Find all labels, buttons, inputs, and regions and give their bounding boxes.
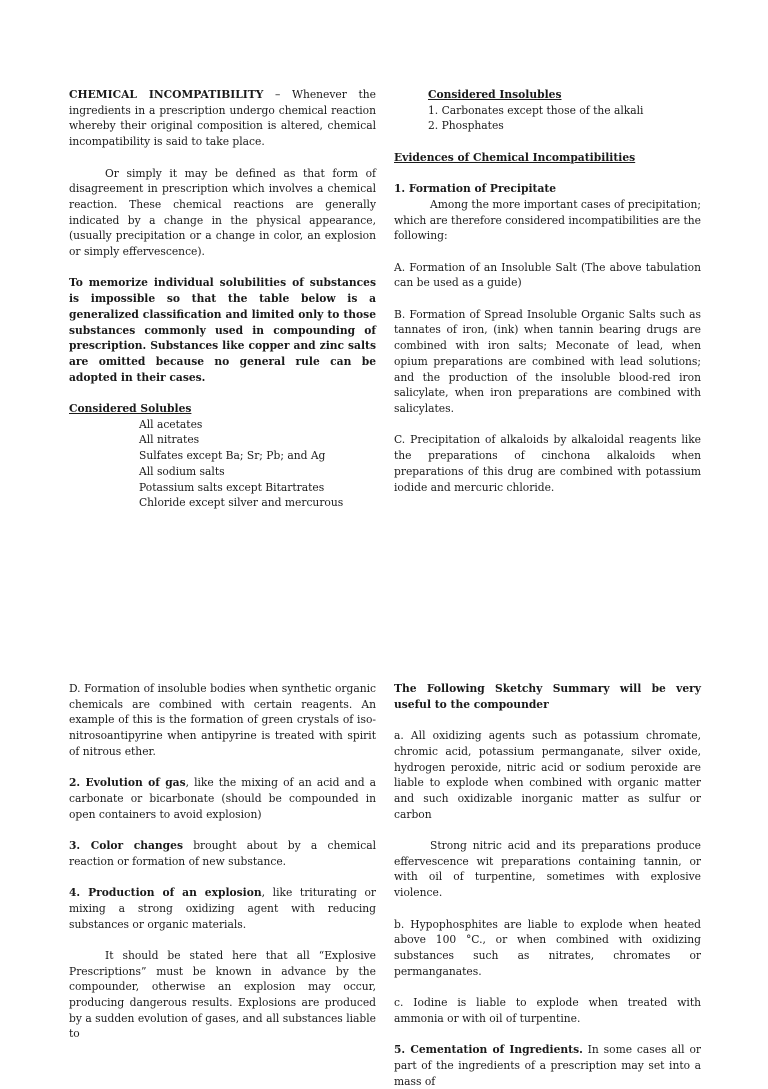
section-1-title: 1. Formation of Precipitate bbox=[394, 182, 557, 196]
solubles-list bbox=[69, 417, 376, 511]
item-b-hypophosphites: b. Hypophosphites are liable to explode when heated above 100 °C., or when combined with oxidizing substances such as nitrates, chromates or permanganates. bbox=[394, 917, 701, 978]
section-1-text: Among the more important cases of precipitation; which are therefore considered incompatibilities are the following: bbox=[394, 197, 701, 243]
item-b: B. Formation of Spread Insoluble Organic Salts such as tannates of iron, (ink) when tannin bearing drugs are combined with iron salts; Meconate of lead, when opium preparations are combined with lead solutions; and the production of the insoluble blood-red iron salicylate, when iron preparations are combined with salicylates. bbox=[394, 307, 701, 415]
evidences-title: Evidences of Chemical Incompatibilities bbox=[394, 150, 636, 164]
list-item: 2. Phosphates bbox=[428, 119, 504, 133]
item-a-oxidizers: a. All oxidizing agents such as potassium chromate, chromic acid, potassium permanganate, silver oxide, hydrogen peroxide, nitric acid or sodium peroxide are liable to explode when combined with organic matter and such oxidizable inorganic matter as sulfur or carbon bbox=[394, 729, 701, 821]
list-item: All sodium salts bbox=[139, 464, 225, 478]
insolubles-list bbox=[394, 103, 701, 134]
insolubles-title: Considered Insolubles bbox=[428, 88, 562, 101]
list-item: Potassium salts except Bitartrates bbox=[139, 480, 325, 494]
paragraph-definition: CHEMICAL INCOMPATIBILITY – Whenever the ingredients in a prescription undergo chemical reaction whereby their original composition is altered, chemical incompatibility is said to take place. bbox=[69, 88, 376, 149]
bottom-right-column bbox=[394, 681, 701, 1089]
bottom-left-column bbox=[69, 681, 376, 1042]
solubles-title: Considered Solubles bbox=[69, 402, 192, 416]
item-c: C. Precipitation of alkaloids by alkaloidal reagents like the preparations of cinchona alkaloids when preparations of this drug are combined with potassium iodide and mercuric chloride. bbox=[394, 433, 701, 494]
item-c-iodine: c. Iodine is liable to explode when treated with ammonia or with oil of turpentine. bbox=[394, 996, 701, 1025]
item-a: A. Formation of an Insoluble Salt (The above tabulation can be used as a guide) bbox=[394, 260, 701, 290]
list-item: All acetates bbox=[139, 417, 203, 431]
section-2: 2. Evolution of gas, like the mixing of an acid and a carbonate or bicarbonate (should be compounded in open containers to avoid explosion) bbox=[69, 776, 376, 821]
section-5: 5. Cementation of Ingredients. In some cases all or part of the ingredients of a prescription may set into a mass of bbox=[394, 1043, 701, 1088]
paragraph-note: To memorize individual solubilities of substances is impossible so that the table below is a generalized classification and limited only to those substances commonly used in compounding of prescription. Substances like copper and zinc salts are omitted because no general rule can be adopted in their cases. bbox=[69, 276, 376, 384]
paragraph-explosive: It should be stated here that all “Explosive Prescriptions” must be known in advance by the compounder, otherwise an explosion may occur, producing dangerous results. Explosions are produced by a sudden evolution of gases, and all substances liable to bbox=[69, 948, 376, 1041]
item-d: D. Formation of insoluble bodies when synthetic organic chemicals are combined with certain reagents. An example of this is the formation of green crystals of iso-nitrosoantipyrine when antipyrine is treated with spirit of nitrous ether. bbox=[69, 682, 376, 758]
section-4: 4. Production of an explosion, like triturating or mixing a strong oxidizing agent with reducing substances or organic materials. bbox=[69, 886, 376, 931]
paragraph-alt-definition: Or simply it may be defined as that form of disagreement in prescription which involves a chemical reaction. These chemical reactions are generally indicated by a change in the physical appearance, (usually precipitation or a change in color, an explosion or simply effervescence). bbox=[69, 166, 376, 259]
list-item: Sulfates except Ba; Sr; Pb; and Ag bbox=[139, 449, 326, 463]
top-right-column bbox=[394, 87, 701, 495]
list-item: Chloride except silver and mercurous bbox=[139, 496, 344, 510]
top-left-column bbox=[69, 87, 376, 511]
paragraph-nitric: Strong nitric acid and its preparations produce effervescence wit preparations containing tannin, or with oil of turpentine, sometimes with explosive violence. bbox=[394, 839, 701, 900]
section-3: 3. Color changes brought about by a chemical reaction or formation of new substance. bbox=[69, 839, 376, 868]
list-item: All nitrates bbox=[139, 433, 200, 447]
term-heading: CHEMICAL INCOMPATIBILITY bbox=[69, 88, 264, 101]
list-item: 1. Carbonates except those of the alkali bbox=[428, 103, 644, 117]
summary-title: The Following Sketchy Summary will be very useful to the compounder bbox=[394, 682, 701, 711]
